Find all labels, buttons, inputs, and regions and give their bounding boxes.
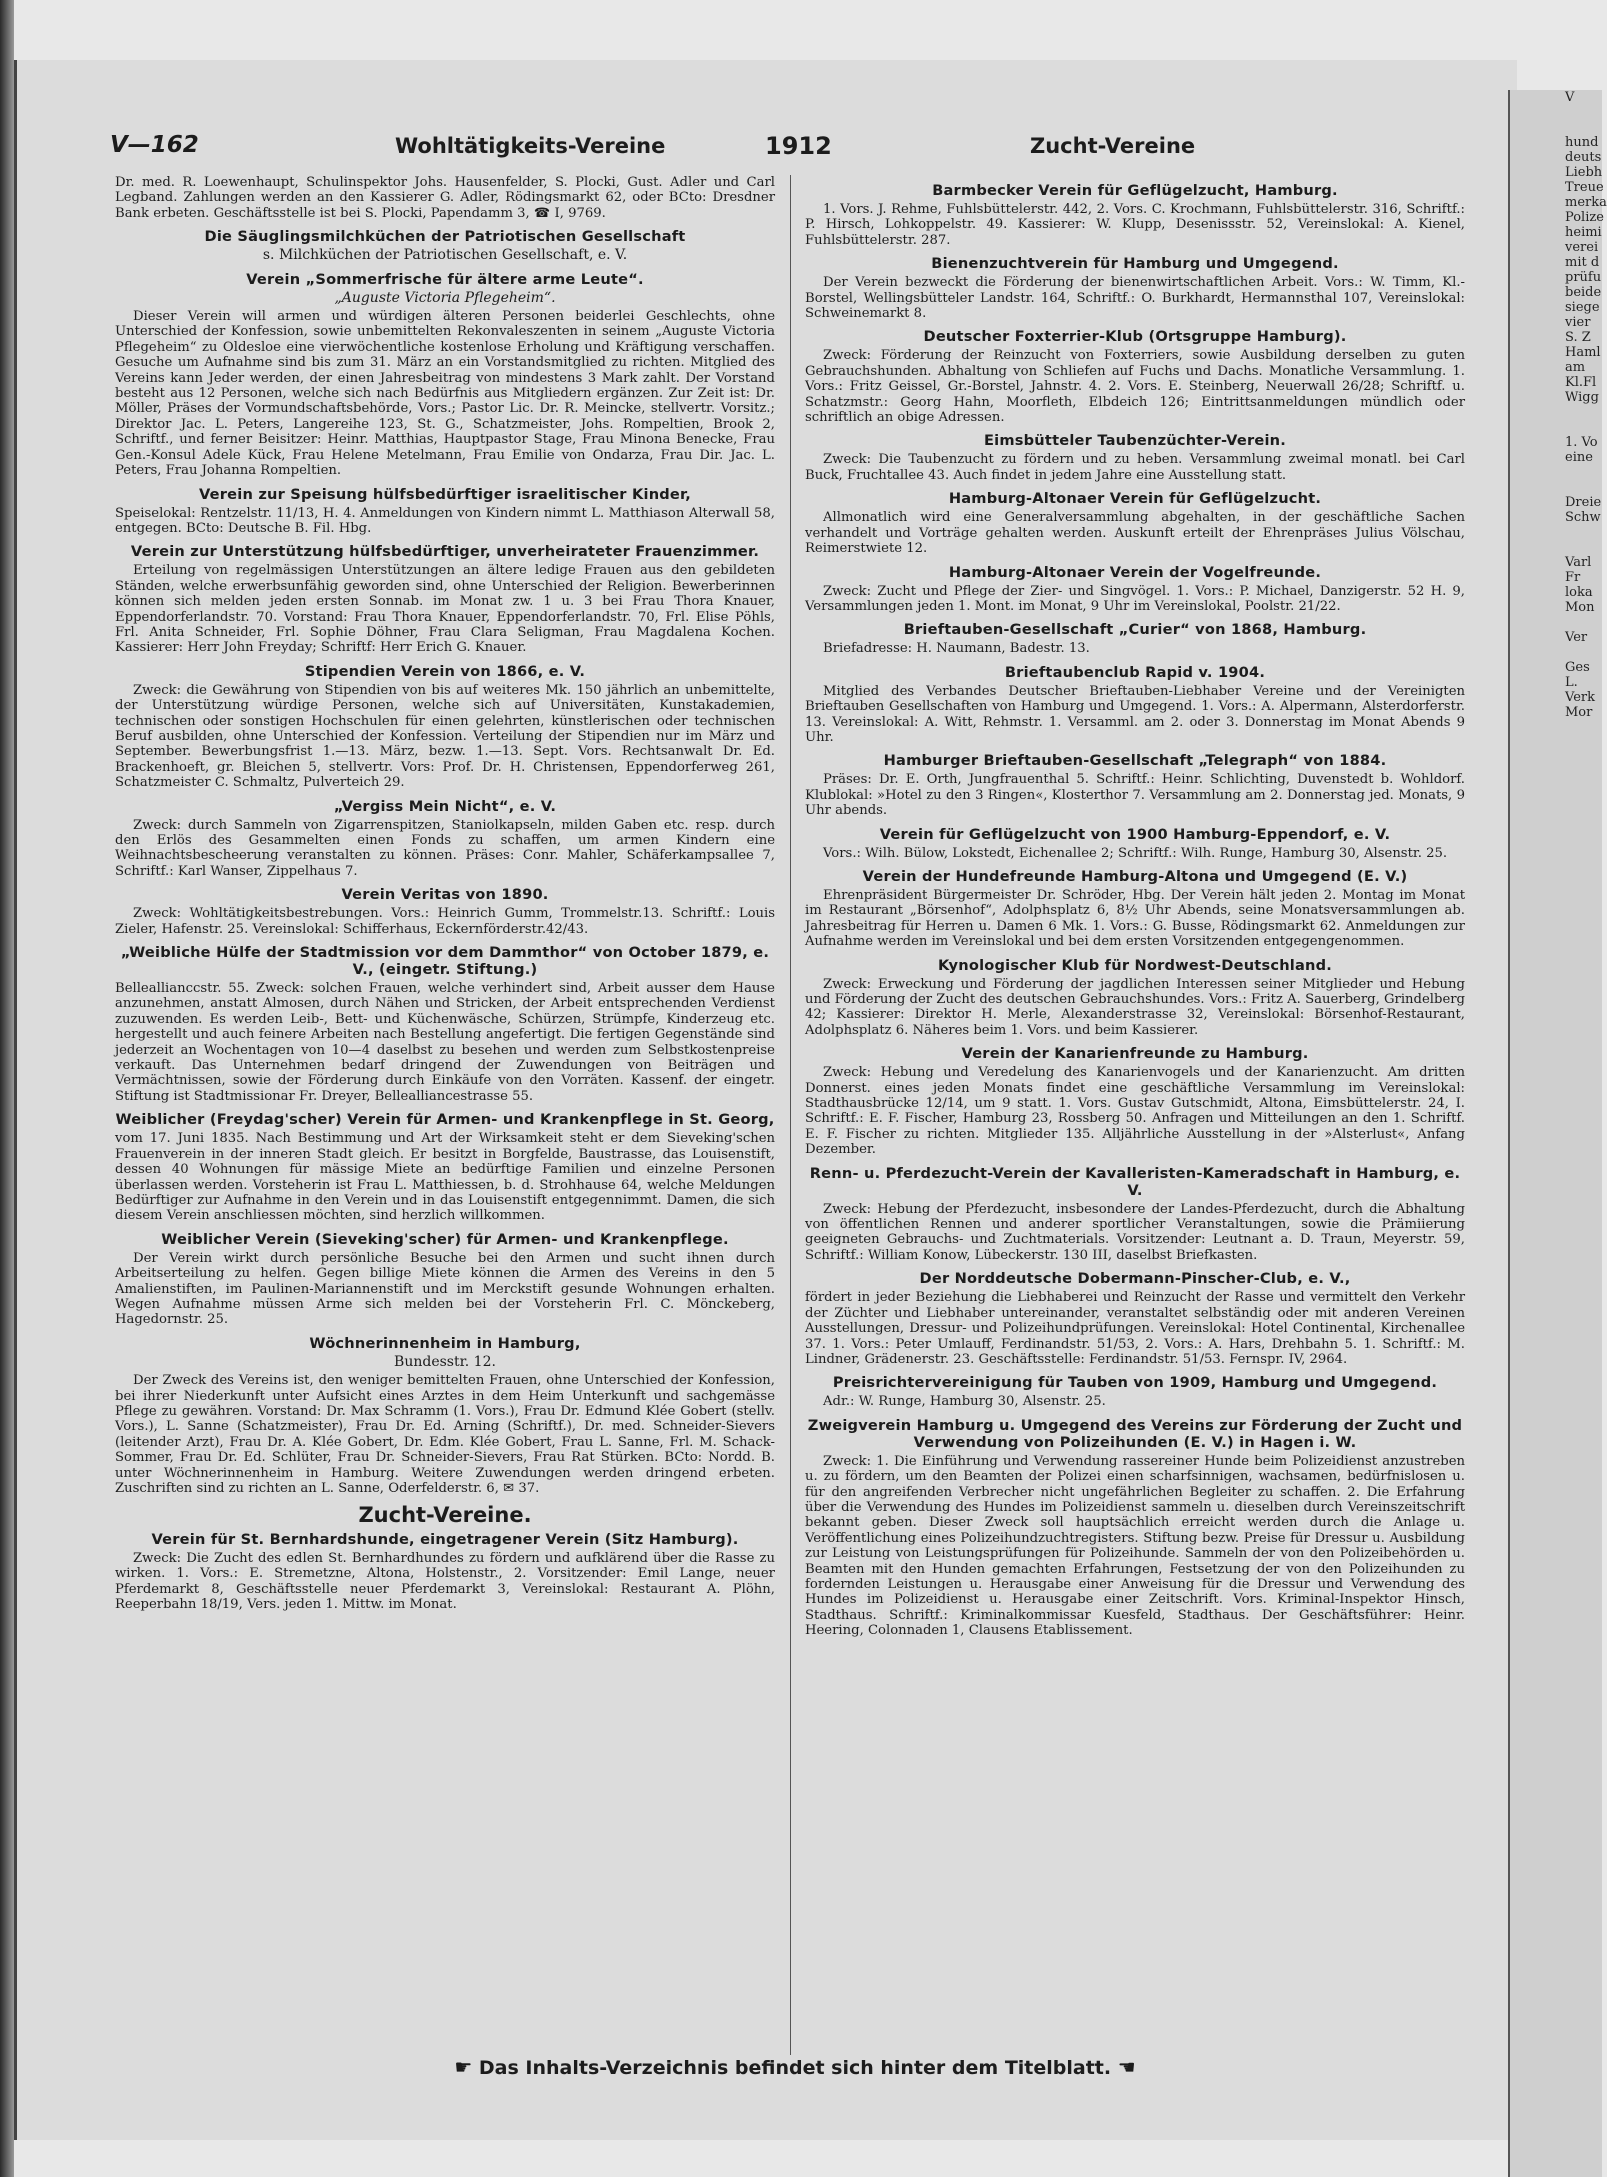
adjacent-page-fragment: hund [1565, 135, 1599, 150]
running-header [110, 128, 1440, 168]
adjacent-page-fragment: S. Z [1565, 330, 1591, 345]
adjacent-page-fragment [1510, 465, 1602, 480]
entry-body: Der Verein wirkt durch persönliche Besuche bei den Armen und sucht ihnen durch Arbeitserteilung zu helfen. Gegen billige Miete können die Armen des Vereins in den 5 Amalienstiften, im Paulinen-Mariannenstift und im Merckstift gesunde Wohnungen erhalten. Wegen Aufnahme müssen Arme sich melden bei der Vorsteherin Frl. C. Mönckeberg, Hagedornstr. 25. [115, 1250, 775, 1328]
entry-title: Verein der Kanarienfreunde zu Hamburg. [961, 1045, 1309, 1063]
entry-title: Wöchnerinnenheim in Hamburg, [309, 1334, 581, 1352]
adjacent-page-fragment: Schw [1565, 510, 1601, 525]
adjacent-page-fragment: Kl.Fl [1565, 375, 1597, 390]
entry-title: „Vergiss Mein Nicht“, e. V. [333, 797, 557, 815]
entry-body: Dieser Verein will armen und würdigen älteren Personen beiderlei Geschlechts, ohne Unterschied der Konfession, sowie unbemittelten Rekonvaleszenten in seinem „Auguste Victoria Pflegeheim“ zu Oldesloe eine vierwöchentliche kostenlose Erholung und Kräftigung verschaffen. Gesuche um Aufnahme sind bis zum 31. März an ein Vorstandsmitglied zu richten. Mitglied des Vereins kann Jeder werden, der einen Jahresbeitrag von mindestens 3 Mark zahlt. Der Vorstand besteht aus 12 Personen, welche sich nach Bedürfnis aus Mitgliedern ergänzen. Zur Zeit ist: Dr. Möller, Präses der Vormundschaftsbehörde, Vors.; Pastor Lic. Dr. R. Meincke, stellvertr. Vorsitz.; Direktor Jac. L. Peters, Langereihe 123, St. G., Schatzmeister, Johs. Rompeltien, Brook 2, Schriftf., und ferner Beisitzer: Heinr. Matthias, Hauptpastor Stage, Frau Minona Benecke, Frau Gen.-Konsul Adele Kück, Frau Helene Metelmann, Frau Emilie von Ondarza, Frau Dir. Jac. L. Peters, Frau Johanna Rompeltien. [115, 309, 775, 479]
entry-body: Zweck: Hebung der Pferdezucht, insbesondere der Landes-Pferdezucht, durch die Abhaltung von öffentlichen Rennen und anderer sportlicher Veranstaltungen, sowie die Prämiierung geeigneten Gebrauchs- und Zuchtmaterials. Vorsitzender: Leutnant a. D. Traun, Meyerstr. 59, Schriftf.: William Konow, Lübeckerstr. 130 III, daselbst Briefkasten. [805, 1201, 1465, 1263]
entry-body: Zweck: Zucht und Pflege der Zier- und Singvögel. 1. Vors.: P. Michael, Danzigerstr. 52 H. 9, Versammlungen jeden 1. Mont. im Monat, 9 Uhr im Vereinslokal, Poolstr. 21/22. [805, 583, 1465, 614]
adjacent-page-fragment [1510, 105, 1602, 120]
adjacent-page-fragment: Fr [1565, 570, 1581, 585]
entry-subtitle: Bundesstr. 12. [394, 1353, 496, 1370]
footer-text: Das Inhalts-Verzeichnis befindet sich hinter dem Titelblatt. [478, 2057, 1112, 2079]
header-year: 1912 [765, 132, 832, 160]
entry-intro-text: Dr. med. R. Loewenhaupt, Schulinspektor Johs. Hausenfelder, S. Plocki, Gust. Adler und Carl Legband. Zahlungen werden an den Kassierer G. Adler, Rödingsmarkt 62, oder BCto: Dresdner Bank erbeten. Geschäftsstelle ist bei S. Plocki, Papendamm 3, ☎ I, 9769. [115, 175, 775, 221]
entry-body: Ehrenpräsident Bürgermeister Dr. Schröder, Hbg. Der Verein hält jeden 2. Montag im Monat im Restaurant „Börsenhof“, Adolphsplatz 6, 8½ Uhr Abends, seine Monatsversammlungen ab. Jahresbeitrag für Herren u. Damen 6 Mk. 1. Vors.: G. Busse, Rödingsmarkt 62. Anmeldungen zur Aufnahme werden im Vereinslokal und bei dem ersten Vorsitzenden entgegengenommen. [805, 887, 1465, 950]
entry-title: Zweigverein Hamburg u. Umgegend des Vereins zur Förderung der Zucht und Verwendung von Polizeihunden (E. V.) in Hagen i. W. [807, 1416, 1463, 1451]
entry-body: Der Zweck des Vereins ist, den weniger bemittelten Frauen, ohne Unterschied der Konfession, bei ihrer Niederkunft unter Aufsicht eines Arztes in dem Heim Unterkunft und sachgemässe Pflege zu gewähren. Vorstand: Dr. Max Schramm (1. Vors.), Frau Dr. Edmund Klée Gobert (stellv. Vors.), L. Sanne (Schatzmeister), Frau Dr. Ed. Arning (Schriftf.), Dr. med. Schneider-Sievers (leitender Arzt), Frau Dr. A. Klée Gobert, Dr. Edm. Klée Gobert, Frau L. Sanne, Frl. M. Schack-Sommer, Frau Dr. Ed. Schlüter, Frau Dr. Schneider-Sievers, Frau Rat Stürken. BCto: Nordd. B. unter Wöchnerinnenheim in Hamburg. Weitere Zuwendungen werden dringend erbeten. Zuschriften sind zu richten an L. Sanne, Oderfelderstr. 6, ✉ 37. [115, 1373, 775, 1496]
adjacent-page-fragment: Wigg [1565, 390, 1599, 405]
entry-title: Barmbecker Verein für Geflügelzucht, Hamburg. [932, 182, 1338, 199]
adjacent-page-fragment: Dreie [1565, 495, 1602, 510]
entry-title: Renn- u. Pferdezucht-Verein der Kavalleristen-Kameradschaft in Hamburg, e. V. [809, 1164, 1461, 1199]
adjacent-page-fragment: verei [1565, 240, 1599, 255]
entry-title: Weiblicher (Freydag'scher) Verein für Armen- und Krankenpflege in St. Georg, [115, 1111, 775, 1129]
adjacent-page-fragment: 1. Vo [1565, 435, 1598, 450]
adjacent-page-fragment [1510, 540, 1602, 555]
entry-body: Briefadresse: H. Naumann, Badestr. 13. [823, 641, 1090, 657]
entry-title: Verein für Geflügelzucht von 1900 Hamburg-Eppendorf, e. V. [879, 825, 1391, 843]
adjacent-page-fragment: Varl [1565, 555, 1592, 570]
entry-body: Zweck: Wohltätigkeitsbestrebungen. Vors.: Heinrich Gumm, Trommelstr.13. Schriftf.: Louis Zieler, Hafenstr. 25. Vereinslokal: Schifferhaus, Eckernförderstr.42/43. [115, 906, 775, 937]
entry-body: Zweck: Förderung der Reinzucht von Foxterriers, sowie Ausbildung derselben zu guten Gebrauchshunden. Abhaltung von Schliefen auf Fuchs und Dachs. Monatliche Versammlung. 1. Vors.: Fritz Geissel, Gr.-Borstel, Jahnstr. 4. 2. Vors. E. Steinberg, Neuerwall 26/28; Schriftf. u. Schatzmstr.: Georg Hahn, Moorfleth, Elbdeich 126; Eintrittsanmeldungen mündlich oder schriftlich an obige Adressen. [805, 348, 1465, 426]
adjacent-page-fragment: Verk [1565, 690, 1595, 705]
adjacent-page-fragment: Ges [1565, 660, 1590, 675]
entry-body: Zweck: Die Taubenzucht zu fördern und zu heben. Versammlung zweimal monatl. bei Carl Buck, Fruchtallee 43. Auch findet in jedem Jahre eine Ausstellung statt. [805, 452, 1465, 483]
adjacent-page-fragment: siege [1565, 300, 1600, 315]
adjacent-page-fragment: L. [1565, 675, 1578, 690]
adjacent-page-fragment: heimi [1565, 225, 1602, 240]
adjacent-page-fragment: mit d [1565, 255, 1600, 270]
adjacent-page-fragment [1510, 420, 1602, 435]
adjacent-page-fragment: Mon [1565, 600, 1595, 615]
entry-title: Stipendien Verein von 1866, e. V. [304, 662, 586, 680]
entry-body: Mitglied des Verbandes Deutscher Brieftauben-Liebhaber Vereine und der Vereinigten Brieftauben Gesellschaften von Hamburg und Umgegend. 1. Vors.: A. Alpermann, Alsterdorferstr. 13. Vereinslokal: A. Witt, Rehmstr. 1. Versamml. am 2. oder 3. Donnerstag im Monat Abends 9 Uhr. [805, 683, 1465, 745]
entry-title: Bienenzuchtverein für Hamburg und Umgegend. [931, 255, 1339, 273]
scan-shadow-left [0, 0, 14, 2177]
entry-title: Hamburg-Altonaer Verein für Geflügelzucht. [948, 490, 1322, 508]
entry-title: Kynologischer Klub für Nordwest-Deutschland. [937, 956, 1333, 974]
adjacent-page-fragment: deuts [1565, 150, 1602, 165]
entry-body: Der Verein bezweckt die Förderung der bienenwirtschaftlichen Arbeit. Vors.: W. Timm, Kl.-Borstel, Wellingsbütteler Landstr. 164, Schriftf.: O. Burkhardt, Hermannsthal 107, Vereinslokal: Schweinemarkt 8. [805, 275, 1465, 322]
adjacent-page-fragment [1510, 480, 1602, 495]
entry-title: Preisrichtervereinigung für Tauben von 1909, Hamburg und Umgegend. [832, 1374, 1438, 1392]
entry-body: 1. Vors. J. Rehme, Fuhlsbüttelerstr. 442, 2. Vors. C. Krochmann, Fuhlsbüttelerstr. 316, Schriftf.: P. Hirsch, Lohkoppelstr. 49. Kassierer: W. Klupp, Desenissstr. 52, Vereinslokal: A. Kienel, Fuhlsbüttelerstr. 287. [805, 202, 1465, 248]
footer-notice [355, 2055, 1235, 2079]
entry-body: Speiselokal: Rentzelstr. 11/13, H. 4. Anmeldungen von Kindern nimmt L. Matthiason Alterwall 58, entgegen. BCto: Deutsche B. Fil. Hbg. [115, 505, 775, 536]
entry-subtitle: s. Milchküchen der Patriotischen Gesellschaft, e. V. [262, 247, 628, 264]
adjacent-page-edge [1508, 90, 1607, 2177]
entry-body: Zweck: die Gewährung von Stipendien von bis auf weiteres Mk. 150 jährlich an unbemittelte, der Unterstützung würdige Personen, welche sich auf Universitäten, Kunstakademien, technischen oder sonstigen Hochschulen für einen gelehrten, künstlerischen oder technischen Beruf ausbilden, ohne Unterschied der Konfession. Verteilung der Stipendien nur im März und September. Bewerbungsfrist 1.—13. März, bezw. 1.—13. Sept. Vors. Rechtsanwalt Dr. Ed. Brackenhoeft, gr. Bleichen 5, stellvertr. Vors: Prof. Dr. H. Christensen, Eppendorferweg 261, Schatzmeister C. Schmaltz, Pulverteich 29. [115, 682, 775, 791]
adjacent-page-fragment: Haml [1565, 345, 1601, 360]
entry-title: Verein für St. Bernhardshunde, eingetragener Verein (Sitz Hamburg). [151, 1530, 739, 1548]
entry-body: Belleallianccstr. 55. Zweck: solchen Frauen, welche verhindert sind, Arbeit ausser dem Hause anzunehmen, anstatt Almosen, durch Nähen und Stricken, der Arbeit entsprechenden Verdienst zuzuwenden. Es werden Leib-, Bett- und Küchenwäsche, Schürzen, Strümpfe, Kinderzeug etc. hergestellt und auch feinere Arbeiten nach Bestellung angefertigt. Die fertigen Gegenstände sind jederzeit an Wochentagen von 10—4 daselbst zu besehen und werden zum Selbstkostenpreise verkauft. Das Unternehmen bedarf dringend der Zuwendungen von Beiträgen und Vermächtnissen, sowie der Förderung durch Einkäufe von den Vorräten. Kassenf. der eingetr. Stiftung ist Stadtmissionar Fr. Dreyer, Bellealliancestrasse 55. [115, 981, 775, 1104]
adjacent-page-fragment: am [1565, 360, 1586, 375]
adjacent-page-fragment: prüfu [1565, 270, 1602, 285]
adjacent-page-fragment: Mor [1565, 705, 1593, 720]
entry-title: „Weibliche Hülfe der Stadtmission vor dem Dammthor“ von October 1879, e. V., (eingetr. Stiftung.) [120, 944, 770, 979]
entry-title: Die Säuglingsmilchküchen der Patriotischen Gesellschaft [204, 228, 686, 246]
entry-body: Zweck: 1. Die Einführung und Verwendung rassereiner Hunde beim Polizeidienst anzustreben u. zu fördern, um den Beamten der Polizei einen scharfsinnigen, wachsamen, bedürfnislosen u. für den angreifenden Verbrecher nicht ungefährlichen Begleiter zu schaffen. 2. Die Erfahrung über die Verwendung des Hundes im Polizeidienst sammeln u. dieselben durch Vereinszeitschrift bekannt geben. Dieser Zweck soll hauptsächlich erreicht werden durch die Anlage u. Veröffentlichung eines Polizeihundzuchtregisters. Stiftung bezw. Preise für Dressur u. Ausbildung zur Leistung von Leistungsprüfungen für Polizeihunde. Sammeln der von den Polizeibehörden u. Beamten mit den Hunden gemachten Erfahrungen, Festsetzung der von den Polizeihunden zu fordernden Leistungen u. Herausgabe einer Anweisung für die Dressur und Verwendung des Hundes im Polizeidienst u. Herausgabe einer Zeitschrift. Vors. Kriminal-Inspektor Hinsch, Stadthaus. Schriftf.: Kriminalkommissar Kuesfeld, Stadthaus. Der Geschäftsführer: Heinr. Heering, Colonnaden 1, Clausens Etablissement. [805, 1453, 1465, 1639]
entry-body: Erteilung von regelmässigen Unterstützungen an ältere ledige Frauen aus den gebildeten Ständen, welche erwerbsunfähig geworden sind, ohne Unterschied der Religion. Bewerberinnen können sich melden jeden ersten Sonnab. im Monat zw. 1 u. 3 bei Frau Thora Knauer, Eppendorferlandstr. 70. Vorstand: Frau Thora Knauer, Eppendorferlandstr. 70, Frl. Elise Pöhls, Frl. Anita Schneider, Frl. Sophie Döhner, Frau Clara Seligman, Frau Magdalena Kochen. Kassierer: Herr John Freyday; Schriftf: Herr Erich G. Knauer. [115, 563, 775, 656]
entry-title: Verein zur Speisung hülfsbedürftiger israelitischer Kinder, [198, 485, 692, 503]
right-column [805, 175, 1465, 2070]
adjacent-page-fragment: Treue [1565, 180, 1604, 195]
entry-body: Zweck: Hebung und Veredelung des Kanarienvogels und der Kanarienzucht. Am dritten Donnerst. eines jeden Monats findet eine geschäftliche Versammlung im Vereinslokal: Stadthausbrücke 12/14, um 9 statt. 1. Vors. Gustav Gutschmidt, Altona, Eimsbüttelerstr. 24, I. Schriftf.: E. F. Fischer, Hamburg 23, Rossberg 50. Anfragen und Mitteilungen an den 1. Schriftf. E. F. Fischer zu richten. Mitglieder 135. Alljährliche Ausstellung in der »Alsterlust«, Anfang Dezember. [805, 1065, 1465, 1158]
entry-title: Deutscher Foxterrier-Klub (Ortsgruppe Hamburg). [923, 328, 1347, 346]
entry-subtitle: „Auguste Victoria Pflegeheim“. [334, 289, 556, 306]
entry-body: Präses: Dr. E. Orth, Jungfrauenthal 5. Schriftf.: Heinr. Schlichting, Duvenstedt b. Wohldorf. Klublokal: »Hotel zu den 3 Ringen«, Klosterthor 7. Versammlung am 2. Donnerstag jed. Monats, 9 Uhr abends. [805, 772, 1465, 819]
header-section-right: Zucht-Vereine [1030, 134, 1196, 158]
entry-title: Verein zur Unterstützung hülfsbedürftiger, unverheirateter Frauenzimmer. [130, 543, 760, 561]
page-number: V—162 [110, 132, 199, 158]
entry-title: Hamburger Brieftauben-Gesellschaft „Telegraph“ von 1884. [883, 752, 1387, 770]
entry-body: Vors.: Wilh. Bülow, Lokstedt, Eichenallee 2; Schriftf.: Wilh. Runge, Hamburg 30, Alsenstr. 25. [823, 845, 1448, 861]
adjacent-page-fragment: beide [1565, 285, 1602, 300]
entry-body: fördert in jeder Beziehung die Liebhaberei und Reinzucht der Rasse und vermittelt den Verkehr der Züchter und Liebhaber untereinander, veranstaltet selbständig oder mit anderen Vereinen Ausstellungen, Dressur- und Polizeihundprüfungen. Vereinslokal: Hotel Continental, Kirchenallee 37. 1. Vors.: Peter Umlauff, Ferdinandstr. 51/53, 2. Vors.: A. Hars, Drehbahn 5. 1. Schriftf.: M. Lindner, Grädenerstr. 23. Geschäftsstelle: Ferdinandstr. 51/53. Fernspr. IV, 2964. [805, 1290, 1465, 1367]
adjacent-page-fragment [1510, 645, 1602, 660]
adjacent-page-fragment: V [1565, 90, 1575, 105]
adjacent-page-fragment [1510, 525, 1602, 540]
entry-title: Eimsbütteler Taubenzüchter-Verein. [984, 432, 1286, 450]
entry-body: Zweck: durch Sammeln von Zigarrenspitzen, Staniolkapseln, milden Gaben etc. resp. durch den Erlös des Gesammelten einen Fonds zu schaffen, um armen Kindern eine Weihnachtsbescheerung veranstalten zu können. Präses: Conr. Mahler, Schäferkampsallee 7, Schriftf.: Karl Wanser, Zippelhaus 7. [115, 817, 775, 879]
entry-title: Der Norddeutsche Dobermann-Pinscher-Club, e. V., [919, 1270, 1351, 1288]
entry-title: Weiblicher Verein (Sieveking'scher) für Armen- und Krankenpflege. [161, 1230, 729, 1248]
adjacent-page-fragment [1510, 615, 1602, 630]
entry-title: Hamburg-Altonaer Verein der Vogelfreunde. [948, 563, 1322, 581]
entry-title: Verein der Hundefreunde Hamburg-Altona und Umgegend (E. V.) [862, 867, 1408, 885]
adjacent-page-fragment [1510, 120, 1602, 135]
entry-body: Zweck: Erweckung und Förderung der jagdlichen Interessen seiner Mitglieder und Hebung und Förderung der Zucht des deutschen Gebrauchshundes. Vors.: Fritz A. Sauerberg, Grindelberg 42; Kassierer: Direktor H. Merle, Alexanderstrasse 32, Vereinslokal: Börsenhof-Restaurant, Adolphsplatz 6. Näheres beim 1. Vors. und beim Kassierer. [805, 976, 1465, 1038]
entry-body: vom 17. Juni 1835. Nach Bestimmung und Art der Wirksamkeit steht er dem Sieveking'schen Frauenverein in der inneren Stadt gleich. Er besitzt in Borgfelde, Baustrasse, das Louisenstift, dessen 40 Wohnungen für mässige Miete an bedürftige Familien und einzelne Personen überlassen werden. Vorsteherin ist Frau L. Matthiessen, b. d. Strohhause 64, welche Meldungen Bedürftiger zur Aufnahme in den Verein und in das Louisenstift entgegennimmt. Damen, die sich diesem Verein anschliessen möchten, sind herzlich willkommen. [115, 1131, 775, 1224]
entry-title: Brieftaubenclub Rapid v. 1904. [1004, 663, 1266, 681]
pointing-hand-icon: ☚ [1117, 2055, 1136, 2079]
adjacent-page-fragment: Ver [1565, 630, 1588, 645]
adjacent-page-fragment: vier [1565, 315, 1591, 330]
entry-body: Zweck: Die Zucht des edlen St. Bernhardhundes zu fördern und aufklärend über die Rasse zu wirken. 1. Vors.: E. Stremetzne, Altona, Holstenstr., 2. Vorsitzender: Emil Lange, neuer Pferdemarkt 8, Geschäftsstelle neuer Pferdemarkt 3, Vereinslokal: Restaurant A. Plöhn, Reeperbahn 18/19, Vers. jeden 1. Mittw. im Monat. [115, 1550, 775, 1613]
entry-title: Verein „Sommerfrische für ältere arme Leute“. [246, 270, 644, 288]
header-section-left: Wohltätigkeits-Vereine [395, 134, 666, 158]
adjacent-page-fragment [1510, 405, 1602, 420]
column-divider [790, 175, 791, 2055]
entry-body: Allmonatlich wird eine Generalversammlung abgehalten, in der geschäftliche Sachen verhandelt und Vorträge gehalten werden. Auskunft erteilt der Ehrenpräses Julius Völschau, Reimerstwiete 12. [805, 510, 1465, 557]
adjacent-page-fragment: eine [1565, 450, 1593, 465]
entry-title: Brieftauben-Gesellschaft „Curier“ von 1868, Hamburg. [903, 621, 1367, 639]
section-heading: Zucht-Vereine. [358, 1503, 532, 1528]
adjacent-page-fragment: loka [1565, 585, 1593, 600]
adjacent-page-fragment: Liebh [1565, 165, 1603, 180]
adjacent-page-fragment: merka [1565, 195, 1607, 210]
pointing-hand-icon: ☛ [454, 2055, 473, 2079]
entry-title: Verein Veritas von 1890. [341, 886, 549, 904]
entry-body: Adr.: W. Runge, Hamburg 30, Alsenstr. 25. [823, 1394, 1106, 1410]
adjacent-page-fragment: Polize [1565, 210, 1604, 225]
left-column [115, 175, 775, 2070]
